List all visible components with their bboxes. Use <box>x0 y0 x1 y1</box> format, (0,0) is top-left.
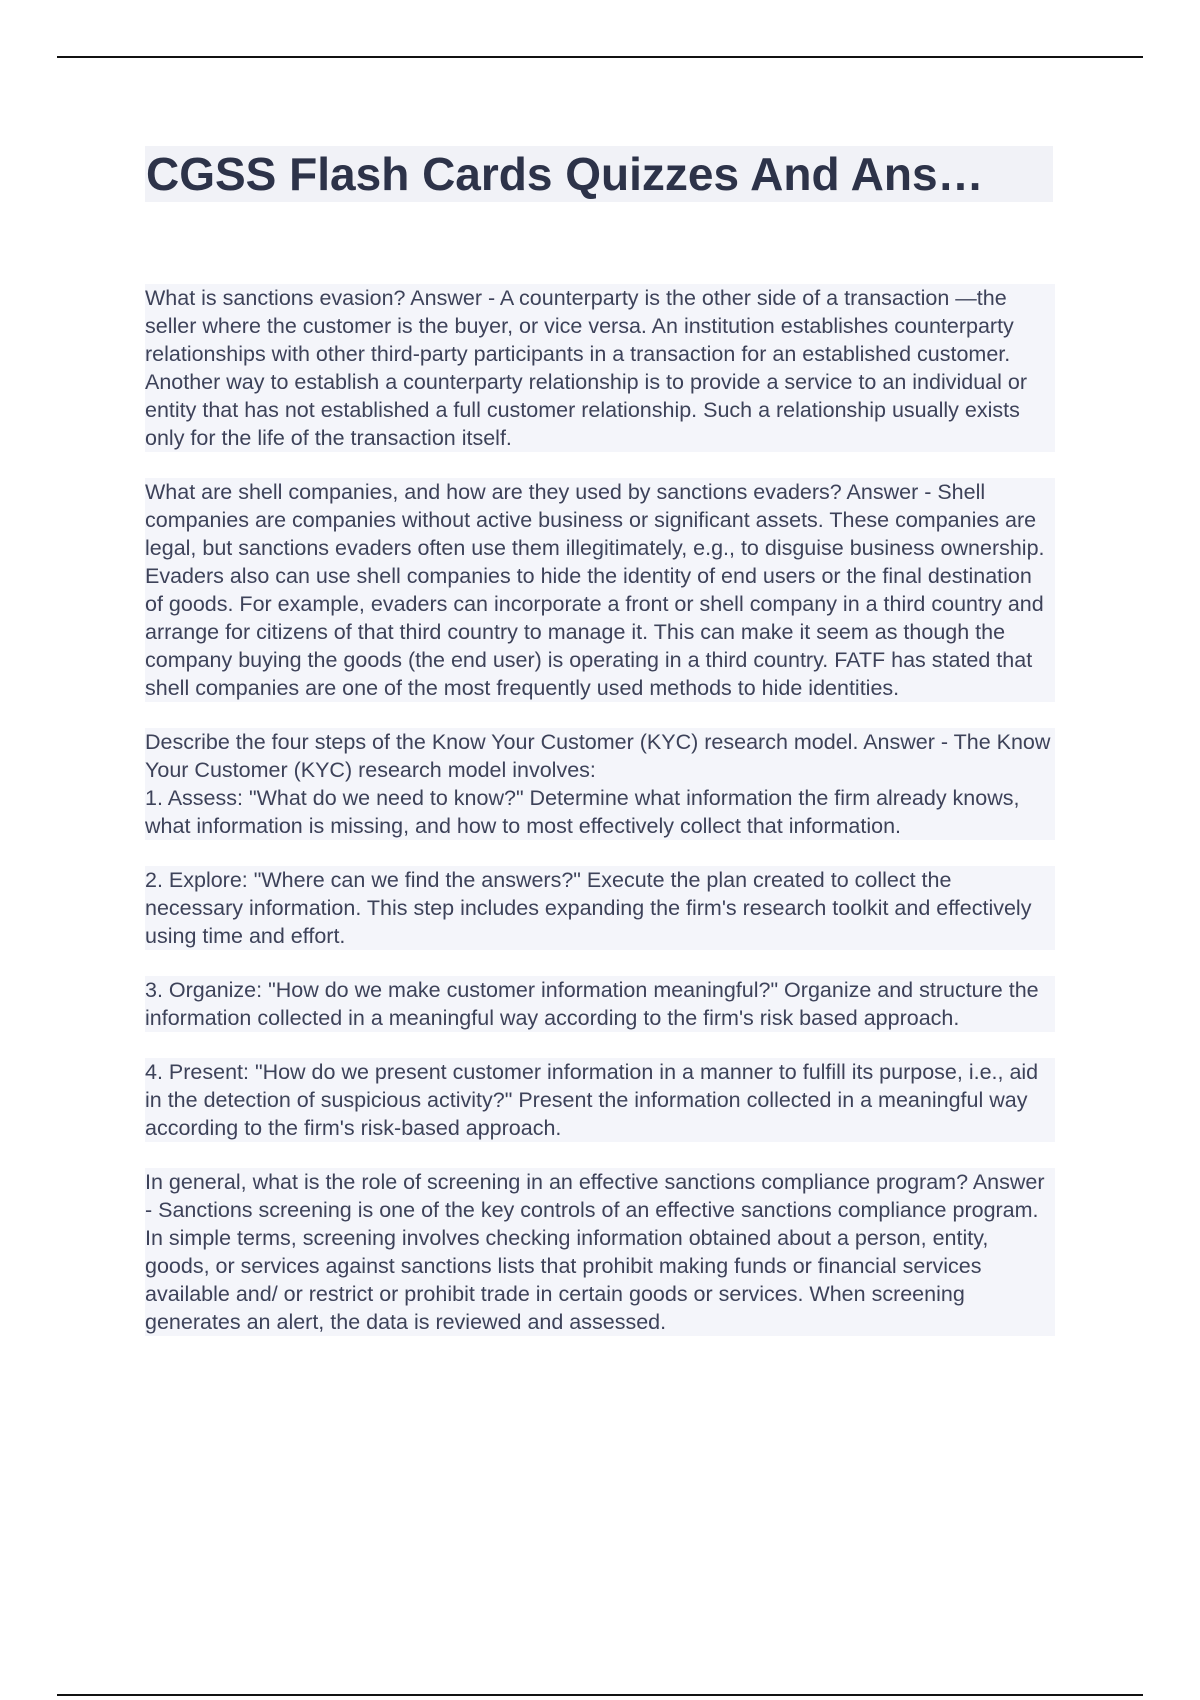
document-body <box>145 284 1055 1362</box>
qa-paragraph-kyc-present: 4. Present: "How do we present customer information in a manner to fulfill its purpose, i.e., aid in the detection of suspicious activity?" Present the information collected in a meaningful way according to the firm's risk-based approach. <box>145 1058 1055 1142</box>
qa-paragraph-sanctions-evasion: What is sanctions evasion? Answer - A counterparty is the other side of a transaction —the seller where the customer is the buyer, or vice versa. An institution establishes counterparty relationships with other third-party participants in a transaction for an established customer. Another way to establish a counterparty relationship is to provide a service to an individual or entity that has not established a full customer relationship. Such a relationship usually exists only for the life of the transaction itself. <box>145 284 1055 452</box>
qa-paragraph-kyc-explore: 2. Explore: "Where can we find the answers?" Execute the plan created to collect the necessary information. This step includes expanding the firm's research toolkit and effectively using time and effort. <box>145 866 1055 950</box>
header-rule <box>57 56 1143 58</box>
qa-paragraph-shell-companies: What are shell companies, and how are they used by sanctions evaders? Answer - Shell companies are companies without active business or significant assets. These companies are legal, but sanctions evaders often use them illegitimately, e.g., to disguise business ownership. Evaders also can use shell companies to hide the identity of end users or the final destination of goods. For example, evaders can incorporate a front or shell company in a third country and arrange for citizens of that third country to manage it. This can make it seem as though the company buying the goods (the end user) is operating in a third country. FATF has stated that shell companies are one of the most frequently used methods to hide identities. <box>145 478 1055 702</box>
qa-paragraph-screening: In general, what is the role of screening in an effective sanctions compliance program? Answer - Sanctions screening is one of the key controls of an effective sanctions compliance program. In simple terms, screening involves checking information obtained about a person, entity, goods, or services against sanctions lists that prohibit making funds or financial services available and/ or restrict or prohibit trade in certain goods or services. When screening generates an alert, the data is reviewed and assessed. <box>145 1168 1055 1336</box>
document-title: CGSS Flash Cards Quizzes And Ans… <box>146 148 984 200</box>
qa-paragraph-kyc-organize: 3. Organize: "How do we make customer information meaningful?" Organize and structure the information collected in a meaningful way according to the firm's risk based approach. <box>145 976 1055 1032</box>
footer-rule <box>57 1694 1143 1696</box>
title-banner <box>145 146 1053 202</box>
qa-paragraph-kyc-assess: Describe the four steps of the Know Your Customer (KYC) research model. Answer - The Know Your Customer (KYC) research model involves: 1. Assess: "What do we need to know?" Determine what information the firm already knows, what information is missing, and how to most effectively collect that information. <box>145 728 1055 840</box>
